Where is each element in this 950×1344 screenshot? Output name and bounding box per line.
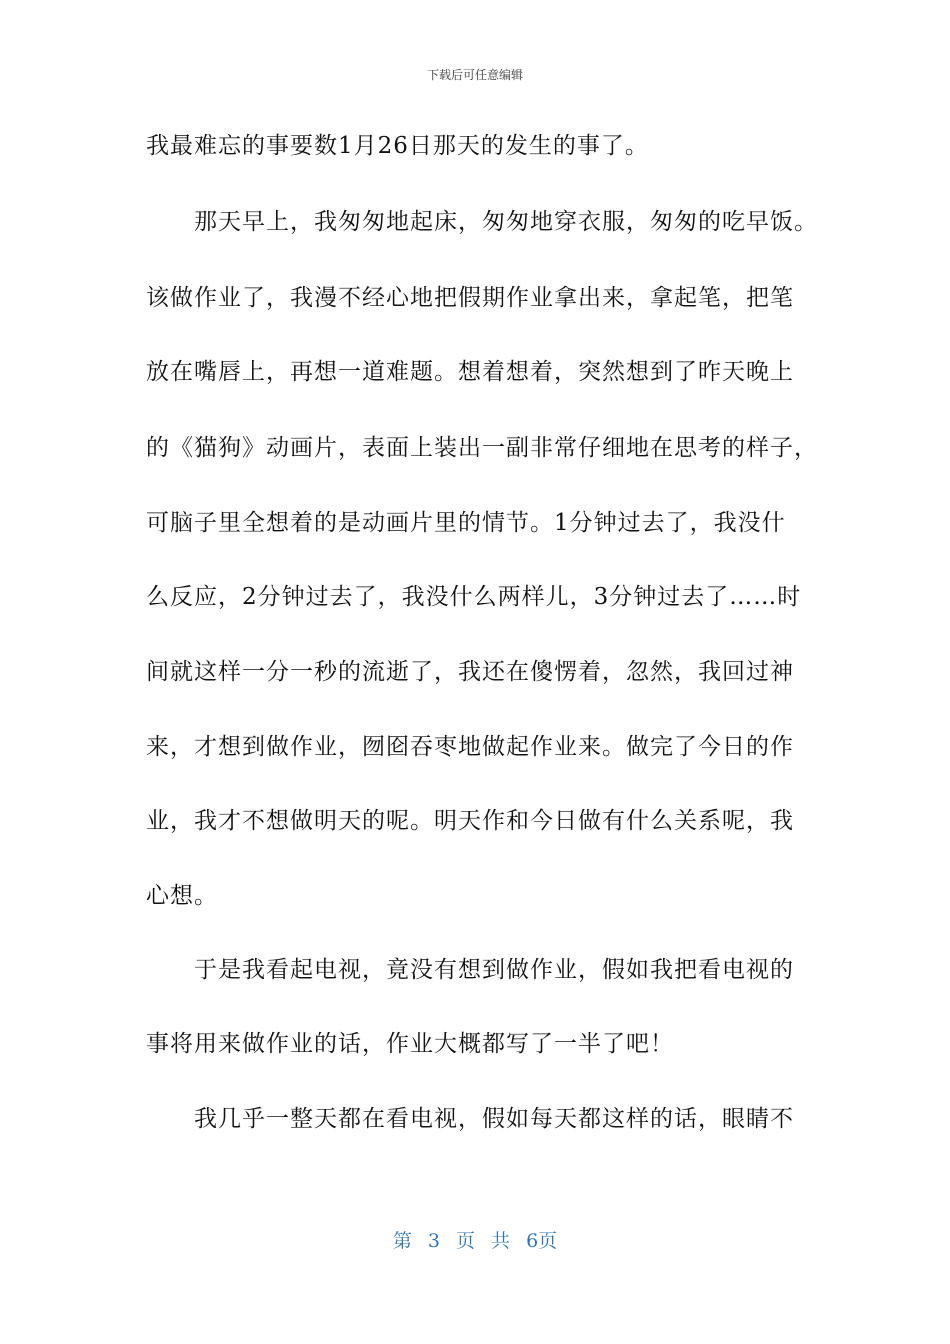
text-line: 的《猫狗》动画片，表面上装出一副非常仔细地在思考的样子， (146, 435, 818, 461)
text-line: 间就这样一分一秒的流逝了，我还在傻愣着，忽然，我回过神 (146, 659, 794, 685)
text-line: 我几乎一整天都在看电视，假如每天都这样的话，眼睛不 (146, 1106, 794, 1132)
text-line: 于是我看起电视，竟没有想到做作业，假如我把看电视的 (146, 957, 794, 983)
text-line: 业，我才不想做明天的呢。明天作和今日做有什么关系呢，我 (146, 808, 794, 834)
header-note: 下载后可任意编辑 (426, 68, 523, 82)
text-line: 么反应，2分钟过去了，我没什么两样儿，3分钟过去了……时 (146, 584, 802, 610)
page-number-footer: 第 3 页 共 6页 (392, 1230, 558, 1252)
text-line: 我最难忘的事要数1月26日那天的发生的事了。 (146, 133, 649, 159)
text-line: 心想。 (146, 883, 218, 909)
text-line: 放在嘴唇上，再想一道难题。想着想着，突然想到了昨天晚上 (146, 359, 794, 385)
text-line: 事将用来做作业的话，作业大概都写了一半了吧！ (146, 1031, 674, 1057)
text-line: 该做作业了，我漫不经心地把假期作业拿出来，拿起笔，把笔 (146, 285, 794, 311)
text-line: 那天早上，我匆匆地起床，匆匆地穿衣服，匆匆的吃早饭。 (146, 209, 818, 235)
text-line: 来，才想到做作业，囫囵吞枣地做起作业来。做完了今日的作 (146, 734, 794, 760)
text-line: 可脑子里全想着的是动画片里的情节。1分钟过去了，我没什 (146, 510, 786, 536)
